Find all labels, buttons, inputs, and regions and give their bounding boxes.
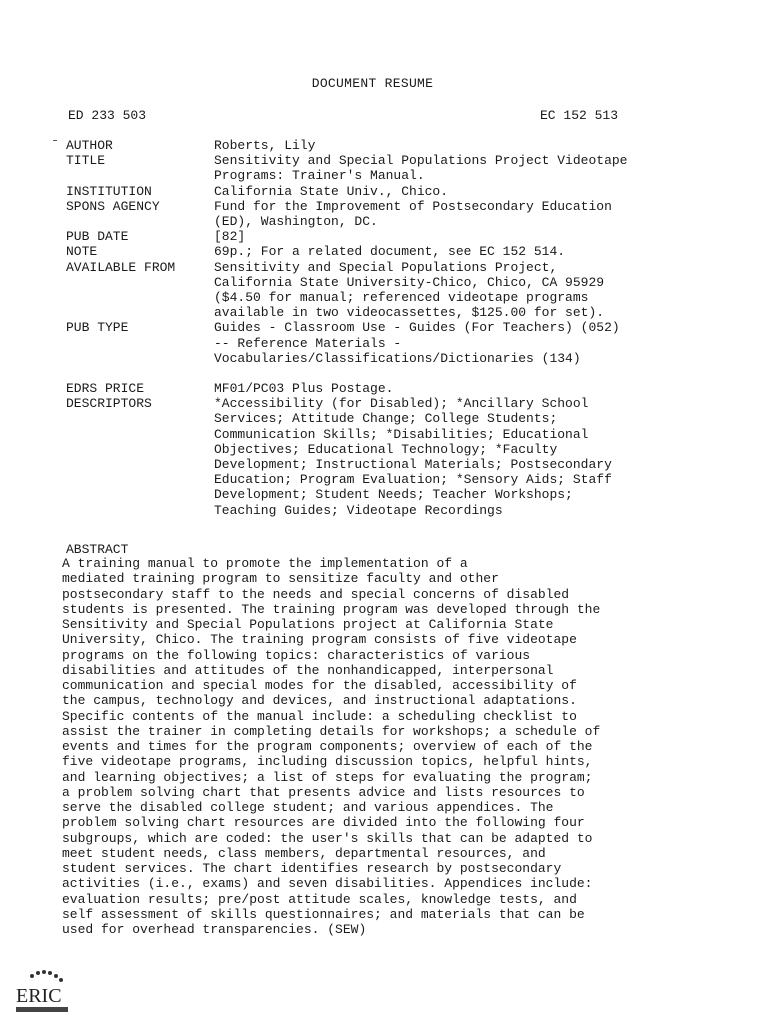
field-value: Roberts, Lily: [214, 138, 316, 153]
eric-logo-text: ERIC: [16, 985, 62, 1007]
abstract-text: A training manual to promote the implementation of a mediated training program to sensitize faculty and other postsecondary staff to the needs and special concerns of disabled students is presented. The training program was developed through the Sensitivity and Special Populations project at California State University, Chico. The training program consists of five videotape programs on the following topics: characteristics of various disabilities and attitudes of the nonhandicapped, interpersonal communication and special modes for the disabled, accessibility of the campus, technology and devices, and instructional adaptations. Specific contents of the manual include: a scheduling checklist to assist the trainer in completing details for workshops; a schedule of events and times for the program components; overview of each of the five videotape programs, including discussion topics, helpful hints, and learning objectives; a list of steps for evaluating the program; a problem solving chart that presents advice and lists resources to serve the disabled college student; and various appendices. The problem solving chart resources are divided into the following four subgroups, which are coded: the user's skills that can be adapted to meet student needs, class members, departmental resources, and student services. The chart identifies research by postsecondary activities (i.e., exams) and seven disabilities. Appendices include: evaluation results; pre/post attitude scales, knowledge tests, and self assessment of skills questionnaires; and materials that can be used for overhead transparencies. (SEW): [62, 556, 601, 937]
field-author: [66, 138, 756, 153]
field-institution: [66, 184, 756, 199]
field-pub-date: [66, 229, 756, 244]
field-label: AUTHOR: [66, 138, 113, 153]
field-label: INSTITUTION: [66, 183, 152, 199]
field-descriptors: [66, 396, 756, 518]
field-value: Sensitivity and Special Populations Project Videotape Programs: Trainer's Manual.: [214, 153, 628, 184]
field-edrs-price: [66, 381, 756, 396]
field-note: [66, 244, 756, 259]
field-value: 69p.; For a related document, see EC 152 514.: [214, 244, 566, 260]
margin-mark: [53, 140, 57, 141]
field-label: AVAILABLE FROM: [66, 259, 176, 275]
field-title: [66, 153, 756, 183]
field-value: MF01/PC03 Plus Postage.: [214, 381, 394, 397]
eric-logo-bar: [16, 1007, 68, 1012]
field-label: NOTE: [66, 244, 98, 260]
field-value: [82]: [214, 229, 246, 245]
field-value: Guides - Classroom Use - Guides (For Teachers) (052) -- Reference Materials - Vocabularies/Classifications/Dictionaries (134): [214, 320, 620, 366]
field-label: EDRS PRICE: [66, 381, 145, 397]
ed-number: ED 233 503: [68, 108, 147, 123]
eric-logo-mark: [30, 970, 63, 982]
field-pub-type: [66, 320, 756, 366]
field-value: California State Univ., Chico.: [214, 183, 449, 199]
document-title: DOCUMENT RESUME: [311, 76, 434, 91]
metadata-fields: [66, 138, 756, 518]
abstract-label: ABSTRACT: [66, 542, 129, 557]
field-label: SPONS AGENCY: [66, 198, 160, 214]
field-value: *Accessibility (for Disabled); *Ancillary School Services; Attitude Change; College Students; Communication Skills; *Disabilities; Educational Objectives; Educational Technology; *Faculty Development; Instructional Materials; Postsecondary Education; Program Evaluation; *Sensory Aids; Staff Development; Student Needs; Teacher Workshops; Teaching Guides; Videotape Recordings: [214, 396, 612, 518]
field-label: DESCRIPTORS: [66, 396, 152, 412]
field-label: TITLE: [66, 153, 106, 169]
ec-number: EC 152 513: [540, 108, 619, 123]
field-available-from: [66, 260, 756, 321]
field-label: PUB DATE: [66, 229, 129, 245]
field-value: Sensitivity and Special Populations Project, California State University-Chico, Chico, CA 95929 ($4.50 for manual; referenced videotape programs available in two videocassettes, $125.00 for set).: [214, 259, 605, 321]
eric-logo-icon: [14, 968, 74, 1016]
field-spons-agency: [66, 199, 756, 229]
field-value: Fund for the Improvement of Postsecondary Education (ED), Washington, DC.: [214, 198, 612, 230]
field-label: PUB TYPE: [66, 320, 129, 336]
